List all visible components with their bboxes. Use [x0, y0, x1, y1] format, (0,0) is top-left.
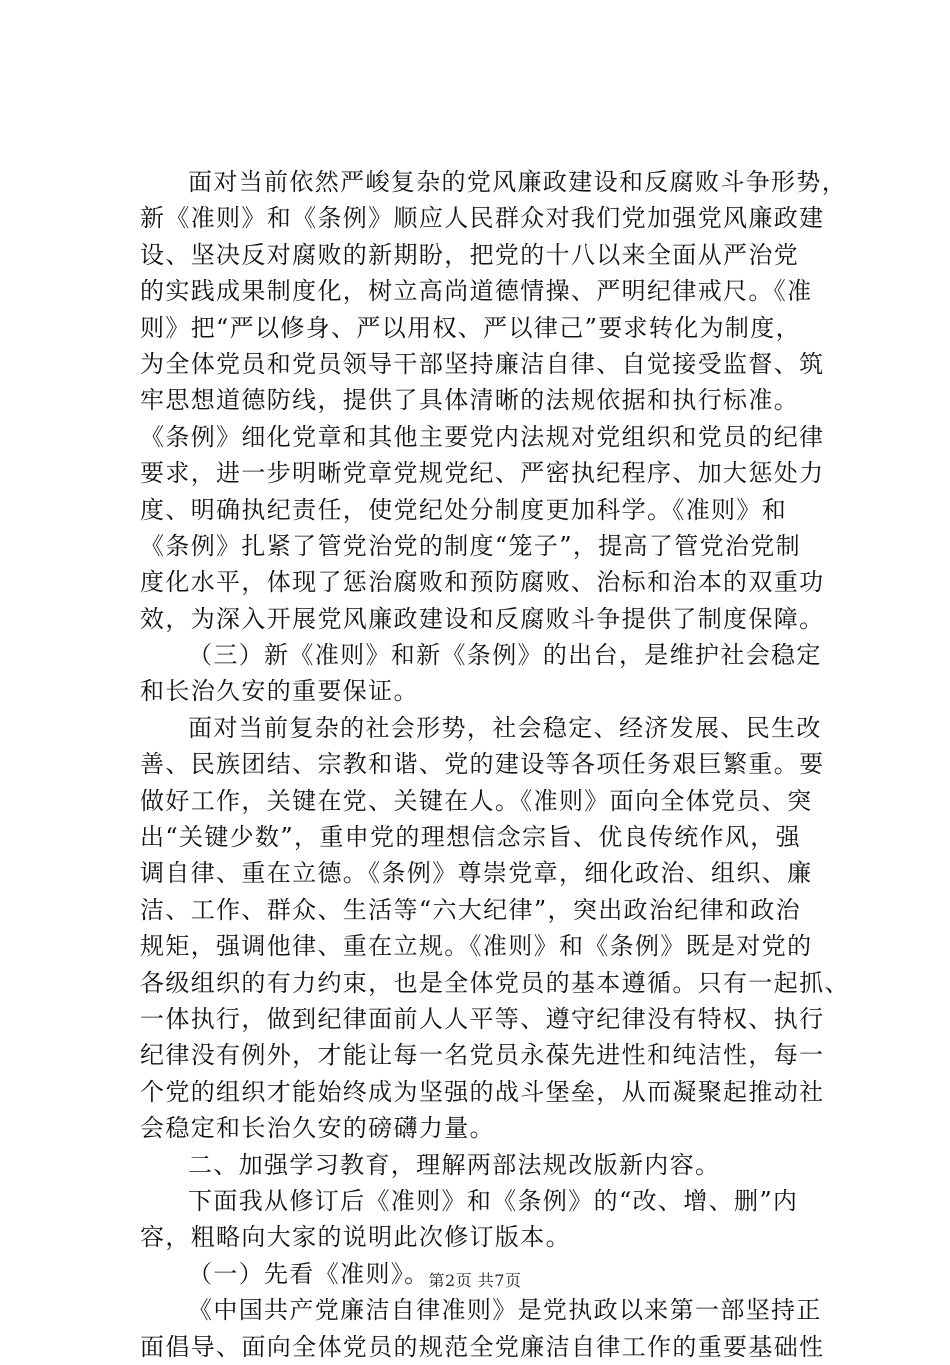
text-line: 效，为深入开展党风廉政建设和反腐败斗争提供了制度保障。	[140, 604, 825, 633]
text-line: 度、明确执纪责任，使党纪处分制度更加科学。《准则》和	[140, 495, 788, 524]
text-line: 出“关键少数”，重申党的理想信念宗旨、优良传统作风，强	[140, 823, 801, 852]
text-line: 要求，进一步明晰党章党规党纪、严密执纪程序、加大惩处力	[140, 459, 825, 488]
text-line: 各级组织的有力约束，也是全体党员的基本遵循。只有一起抓、	[140, 968, 850, 997]
text-line: 做好工作，关键在党、关键在人。《准则》面向全体党员、突	[140, 786, 813, 815]
text-line: 《中国共产党廉洁自律准则》是党执政以来第一部坚持正	[188, 1296, 822, 1325]
text-line: 调自律、重在立德。《条例》尊崇党章，细化政治、组织、廉	[140, 859, 813, 888]
text-line: 《条例》细化党章和其他主要党内法规对党组织和党员的纪律	[140, 422, 825, 451]
page-footer	[0, 1268, 950, 1291]
text-line: 容，粗略向大家的说明此次修订版本。	[140, 1223, 571, 1252]
body-text	[140, 164, 850, 1365]
text-line: 新《准则》和《条例》顺应人民群众对我们党加强党风廉政建	[140, 204, 825, 233]
page-number: 第2页 共7页	[428, 1271, 522, 1290]
text-line: 为全体党员和党员领导干部坚持廉洁自律、自觉接受监督、筑	[140, 349, 825, 378]
text-line: 会稳定和长治久安的磅礴力量。	[140, 1114, 495, 1143]
text-line: 个党的组织才能始终成为坚强的战斗堡垒，从而凝聚起推动社	[140, 1077, 825, 1106]
text-line: 面倡导、面向全体党员的规范全党廉洁自律工作的重要基础性	[140, 1332, 825, 1361]
section-heading: （一）先看《准则》。	[188, 1259, 430, 1288]
text-line: 和长治久安的重要保证。	[140, 677, 419, 706]
text-line: 面对当前复杂的社会形势，社会稳定、经济发展、民生改	[188, 713, 822, 742]
text-line: 下面我从修订后《准则》和《条例》的“改、增、删”内	[188, 1186, 799, 1215]
text-line: 善、民族团结、宗教和谐、党的建设等各项任务艰巨繁重。要	[140, 750, 825, 779]
text-line: 则》把“严以修身、严以用权、严以律己”要求转化为制度，	[140, 313, 801, 342]
section-heading: 二、加强学习教育，理解两部法规改版新内容。	[188, 1150, 721, 1179]
text-line: 的实践成果制度化，树立高尚道德情操、严明纪律戒尺。《准	[140, 277, 813, 306]
text-line: 洁、工作、群众、生活等“六大纪律”，突出政治纪律和政治	[140, 895, 801, 924]
text-line: 《条例》扎紧了管党治党的制度“笼子”，提高了管党治党制	[140, 531, 801, 560]
text-line: 一体执行，做到纪律面前人人平等、遵守纪律没有特权、执行	[140, 1004, 825, 1033]
text-line: 牢思想道德防线，提供了具体清晰的法规依据和执行标准。	[140, 386, 800, 415]
text-line: 设、坚决反对腐败的新期盼，把党的十八以来全面从严治党	[140, 240, 800, 269]
text-line: 规矩，强调他律、重在立规。《准则》和《条例》既是对党的	[140, 932, 813, 961]
text-line: 面对当前依然严峻复杂的党风廉政建设和反腐败斗争形势，	[188, 168, 848, 196]
text-line: 度化水平，体现了惩治腐败和预防腐败、治标和治本的双重功	[140, 568, 825, 597]
section-heading: （三）新《准则》和新《条例》的出台，是维护社会稳定	[188, 641, 822, 670]
text-line: 纪律没有例外，才能让每一名党员永葆先进性和纯洁性，每一	[140, 1041, 825, 1070]
